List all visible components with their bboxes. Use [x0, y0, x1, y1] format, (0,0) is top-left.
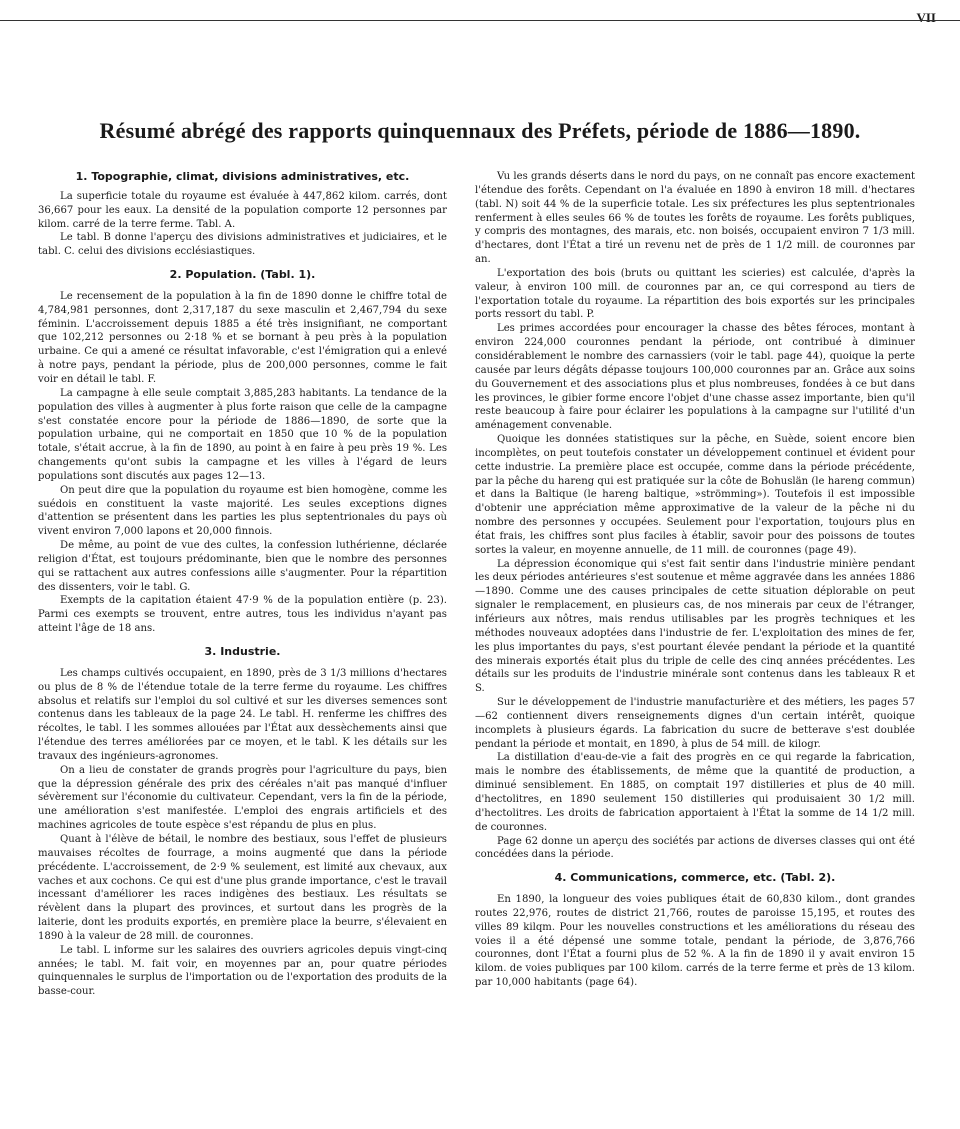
- paragraph: La superficie totale du royaume est évaluée à 447,862 kilom. carrés, dont 36,667 pour les eaux. La densité de la population comporte 12 personnes par kilom. carré de la terre ferme. Tabl. A.: [38, 190, 447, 230]
- paragraph: Quant à l'élève de bétail, le nombre des bestiaux, sous l'effet de plusieurs mauvaises récoltes de fourrage, a moins augmenté que dans la période précédente. L'accroissement, de 2·9 % seulement, est limité aux chevaux, aux vaches et aux cochons. Ce qui est d'une plus grande importance, c'est le travail incessant d'améliorer les races indigènes des bestiaux. Les résultats se révèlent dans la plupart des provinces, et surtout dans les progrès de la laiterie, dont les produits exportés, en première place la beurre, s'élevaient en 1890 à la valeur de 28 mill. de couronnes.: [38, 833, 447, 942]
- paragraph: On a lieu de constater de grands progrès pour l'agriculture du pays, bien que la dépression générale des prix des céréales n'ait pas manqué d'influer sévèrement sur l'économie du cultivateur. Cependant, vers la fin de la période, une amélioration s'est manifestée. L'emploi des engrais artificiels et des machines agricoles de toute espèce s'est répandu de plus en plus.: [38, 764, 447, 832]
- paragraph: L'exportation des bois (bruts ou quittant les scieries) est calculée, d'après la valeur, à environ 100 mill. de couronnes par an, ce qui correspond au tiers de l'exportation totale du royaume. La répartition des bois exportés sur les principales ports ressort du tabl. P.: [475, 267, 915, 321]
- paragraph: Sur le développement de l'industrie manufacturière et des métiers, les pages 57—62 contiennent divers renseignements dignes d'un certain intérêt, quoique incomplets à plusieurs égards. La fabrication du sucre de betterave s'est doublée pendant la période et montait, en 1890, à plus de 54 mill. de kilogr.: [475, 697, 915, 750]
- right-column: [475, 170, 915, 990]
- paragraph: La distillation d'eau-de-vie a fait des progrès en ce qui regarde la fabrication, mais le nombre des établissements, de même que la quantité de production, a diminué sensiblement. En 1885, on comptait 197 distilleries et plus de 40 mill. d'hectolitres, en 1890 seulement 150 distilleries qui produisaient 30 1/2 mill. d'hectolitres. Les droits de fabrication apportaient à l'État la somme de 14 1/2 mill. de couronnes.: [475, 752, 915, 833]
- section-heading-communications: 4. Communications, commerce, etc. (Tabl. 2).: [554, 871, 836, 885]
- paragraph: Quoique les données statistiques sur la pêche, en Suède, soient encore bien incomplètes, on peut toutefois constater un développement continuel et évident pour cette industrie. La première place est occupée, comme dans la période précédente, par la pêche du hareng qui est pratiquée sur la côte de Bohuslän (le hareng commun) et dans la Baltique (le hareng baltique, »strömming»). Toutefois il est impossible d'obtenir une appréciation même approximative de la valeur de la pêche ni du nombre des personnes y occupées. Seulement pour l'exportation, toujours plus en état frais, les chiffres sont plus faciles à établir, savoir pour des poissons de toutes sortes la valeur, en moyenne annuelle, de 11 mill. de couronnes (page 49).: [475, 434, 915, 556]
- paragraph: Page 62 donne un aperçu des sociétés par actions de diverses classes qui ont été concédées dans la période.: [475, 835, 915, 861]
- paragraph: Le tabl. L informe sur les salaires des ouvriers agricoles depuis vingt-cinq années; le tabl. M. fait voir, en moyennes par an, pour quatre périodes quinquennales le surplus de l'importation ou de l'exportation des produits de la basse-cour.: [38, 944, 447, 998]
- header-rule: [0, 20, 960, 21]
- page-number: VII: [916, 10, 936, 25]
- paragraph: On peut dire que la population du royaume est bien homogène, comme les suédois en constituent la vaste majorité. Les seules exceptions dignes d'attention se présentent dans les parties les plus septentrionales du pays où vivent environ 7,000 lapons et 20,000 finnois.: [38, 484, 447, 538]
- paragraph: Exempts de la capitation étaient 47·9 % de la population entière (p. 23). Parmi ces exempts se trouvent, entre autres, tous les individus n'ayant pas atteint l'âge de 18 ans.: [38, 595, 447, 635]
- left-column: [38, 170, 447, 999]
- paragraph: Les champs cultivés occupaient, en 1890, près de 3 1/3 millions d'hectares ou plus de 8 % de l'étendue totale de la terre ferme du royaume. Les chiffres absolus et relatifs sur l'emploi du sol cultivé et sur les diverses semences sont contenus dans les tableaux de la page 24. Le tabl. H. renferme les chiffres des récoltes, le tabl. I les sommes allouées par l'État aux dessèchements ainsi que l'étendue des terres améliorées par ce moyen, et le tabl. K les détails sur les travaux des ingénieurs-agronomes.: [38, 667, 447, 762]
- paragraph: De même, au point de vue des cultes, la confession luthérienne, déclarée religion d'État, est toujours prédominante, bien que le nombre des personnes qui se rattachent aux autres confessions aille s'augmenter. Pour la répartition des dissenters, voir le tabl. G.: [38, 540, 447, 593]
- section-heading-industrie: 3. Industrie.: [204, 645, 281, 658]
- paragraph: La dépression économique qui s'est fait sentir dans l'industrie minière pendant les deux périodes antérieures s'est soutenue et même aggravée dans les années 1886—1890. Comme une des causes principales de cette situation déplorable on peut signaler le remplacement, en plusieurs cas, de nos minerais par ceux de l'étranger, inférieurs aux nôtres, mais rendus utilisables par les progrès techniques et les méthodes nouveaux adoptées dans l'industrie de fer. L'exploitation des mines de fer, les plus importantes du pays, s'est pourtant élevée pendant la période et la quantité des minerais exportés était plus du triple de celle des cinq années précédentes. Les détails sur les produits de l'industrie minérale sont contenus dans les tableaux R et S.: [475, 558, 915, 695]
- paragraph: Le recensement de la population à la fin de 1890 donne le chiffre total de 4,784,981 personnes, dont 2,317,187 du sexe masculin et 2,467,794 du sexe féminin. L'accroissement depuis 1885 a été très insignifiant, ne comportant que 102,212 personnes ou 2·18 % et se bornant à peu près à la population urbaine. Ce qui a amené ce résultat infavorable, c'est l'émigration qui a enlevé à notre pays, pendant la période, plus de 200,000 personnes, comme le fait voir en détail le tabl. F.: [38, 290, 447, 385]
- document-title: Résumé abrégé des rapports quinquennaux des Préfets, période de 1886—1890.: [99, 118, 861, 143]
- paragraph: Les primes accordées pour encourager la chasse des bêtes féroces, montant à environ 224,000 couronnes pendant la période, ont contribué à diminuer considérablement le nombre des carnassiers (voir le tabl. page 44), quoique la perte causée par leurs dégâts dépasse toujours 100,000 couronnes par an. Grâce aux soins du Gouvernement et des associations plus et plus nombreuses, fondées à ce but dans les provinces, le gibier forme encore l'objet d'une chasse assez importante, bien qu'il reste beaucoup à faire pour éclairer les populations à la campagne sur l'utilité d'un aménagement convenable.: [475, 323, 915, 432]
- paragraph: En 1890, la longueur des voies publiques était de 60,830 kilom., dont grandes routes 22,976, routes de district 21,766, routes de paroisse 15,195, et routes des villes 89 kilqm. Pour les nouvelles constructions et les améliorations du réseau des voies il a été dépensé une somme totale, pendant la période, de 3,876,766 couronnes, dont l'État a fourni plus de 52 %. A la fin de 1890 il y avait environ 15 kilom. de voies publiques par 100 kilom. carrés de la terre ferme et près de 13 kilom. par 10,000 habitants (page 64).: [475, 894, 915, 989]
- section-heading-topographie: 1. Topographie, climat, divisions administratives, etc.: [75, 170, 410, 183]
- paragraph: Vu les grands déserts dans le nord du pays, on ne connaît pas encore exactement l'étendue des forêts. Cependant on l'a évaluée en 1890 à environ 18 mill. d'hectares (tabl. N) soit 44 % de la superficie totale. Les six préfectures les plus septentrionales renferment à elles seules 66 % de toutes les forêts de royaume. Les forêts publiques, y compris des montagnes, des marais, etc. non boisés, occupaient environ 7 1/3 mill. d'hectares, dont l'État a tiré un revenu net de près de 1 1/2 mill. de couronnes par an.: [475, 171, 915, 266]
- paragraph: La campagne à elle seule comptait 3,885,283 habitants. La tendance de la population des villes à augmenter à plus forte raison que celle de la campagne s'est constatée encore pour la période de 1886—1890, de sorte que la population urbaine, qui ne comportait en 1850 que 10 % de la population totale, s'était accrue, à la fin de 1890, au point à en faire à peu près 19 %. Les changements qu'ont subis la campagne et les villes à l'égard de leurs populations sont discutés aux pages 12—13.: [38, 387, 447, 482]
- paragraph: Le tabl. B donne l'aperçu des divisions administratives et judiciaires, et le tabl. C. celui des divisions ecclésiastiques.: [38, 232, 447, 258]
- section-heading-population: 2. Population. (Tabl. 1).: [169, 268, 316, 282]
